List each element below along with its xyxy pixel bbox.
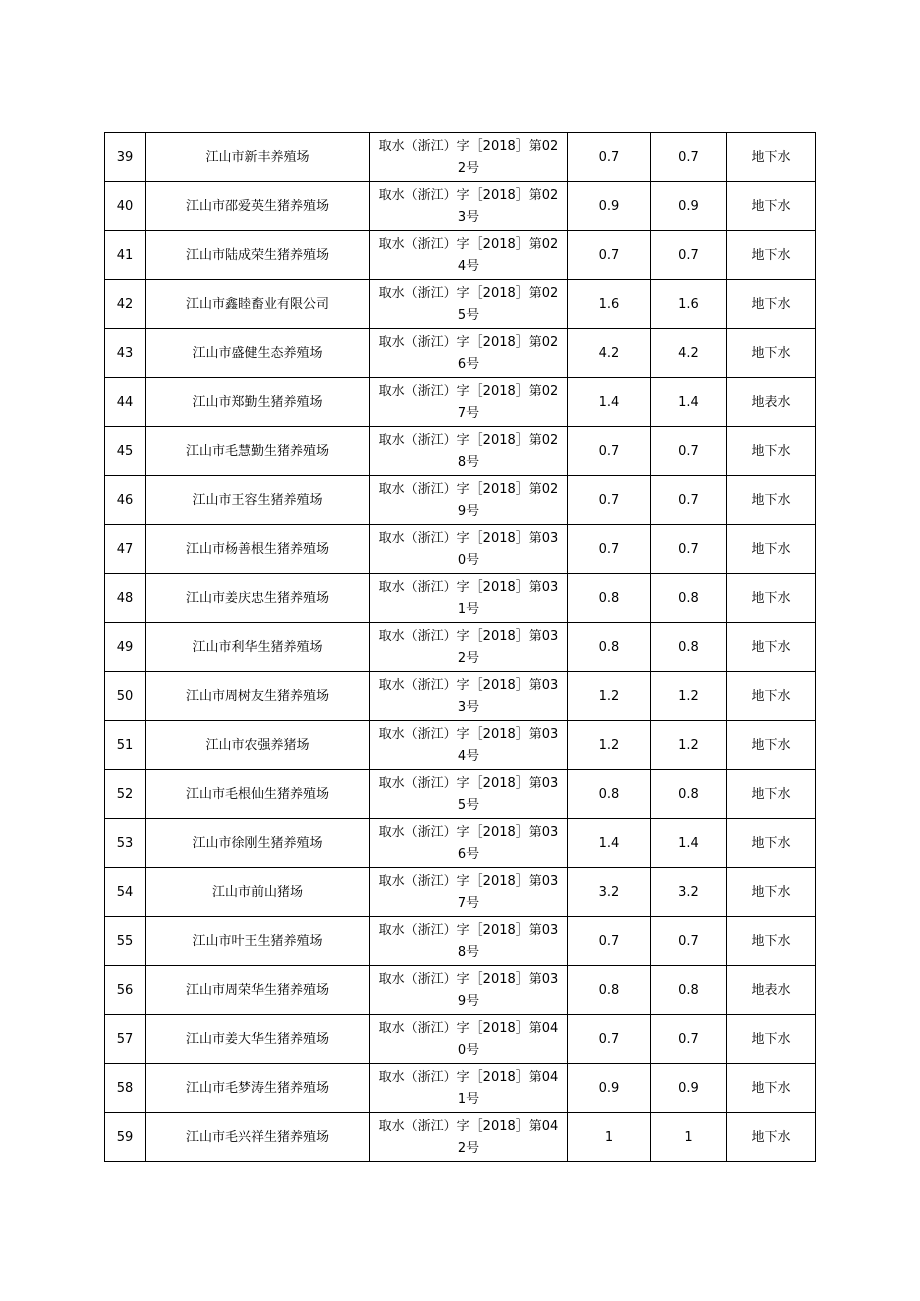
water-source: 地下水 (727, 868, 816, 917)
value-b: 0.8 (651, 574, 727, 623)
value-b: 0.9 (651, 182, 727, 231)
value-a: 1.4 (568, 819, 651, 868)
value-b: 1.4 (651, 378, 727, 427)
value-b: 1.4 (651, 819, 727, 868)
permit-number-cell (370, 868, 568, 917)
permit-number: 取水（浙江）字［2018］第025号 (378, 286, 559, 323)
row-number: 51 (105, 721, 146, 770)
permit-number: 取水（浙江）字［2018］第032号 (378, 629, 559, 666)
permit-number-cell (370, 966, 568, 1015)
permit-number-cell (370, 329, 568, 378)
value-b: 0.7 (651, 427, 727, 476)
permit-number-cell (370, 525, 568, 574)
table-row (105, 427, 816, 476)
water-source: 地下水 (727, 133, 816, 182)
permit-number: 取水（浙江）字［2018］第023号 (378, 188, 559, 225)
permit-number-cell (370, 721, 568, 770)
permit-number-cell (370, 672, 568, 721)
permit-number: 取水（浙江）字［2018］第028号 (378, 433, 559, 470)
table-row (105, 476, 816, 525)
value-b: 0.7 (651, 476, 727, 525)
value-b: 0.7 (651, 525, 727, 574)
permit-number-cell (370, 476, 568, 525)
value-a: 1.6 (568, 280, 651, 329)
value-a: 1.4 (568, 378, 651, 427)
permit-number: 取水（浙江）字［2018］第039号 (378, 972, 559, 1009)
row-number: 46 (105, 476, 146, 525)
row-number: 58 (105, 1064, 146, 1113)
water-source: 地下水 (727, 231, 816, 280)
row-number: 43 (105, 329, 146, 378)
permit-number-cell (370, 133, 568, 182)
value-a: 0.7 (568, 476, 651, 525)
permit-number-cell (370, 574, 568, 623)
value-b: 0.8 (651, 623, 727, 672)
water-source: 地下水 (727, 476, 816, 525)
table-row (105, 1015, 816, 1064)
row-number: 45 (105, 427, 146, 476)
row-number: 50 (105, 672, 146, 721)
water-source: 地下水 (727, 819, 816, 868)
permit-number-cell (370, 770, 568, 819)
permit-number-cell (370, 1113, 568, 1162)
permit-number: 取水（浙江）字［2018］第026号 (378, 335, 559, 372)
water-source: 地下水 (727, 1015, 816, 1064)
table-row (105, 623, 816, 672)
row-number: 41 (105, 231, 146, 280)
permit-number: 取水（浙江）字［2018］第031号 (378, 580, 559, 617)
value-a: 1.2 (568, 672, 651, 721)
farm-name: 江山市毛梦涛生猪养殖场 (146, 1064, 370, 1113)
water-permit-table (104, 132, 816, 1162)
row-number: 52 (105, 770, 146, 819)
value-a: 0.7 (568, 133, 651, 182)
permit-number-cell (370, 182, 568, 231)
value-b: 1.2 (651, 721, 727, 770)
farm-name: 江山市徐刚生猪养殖场 (146, 819, 370, 868)
farm-name: 江山市毛根仙生猪养殖场 (146, 770, 370, 819)
value-a: 0.7 (568, 525, 651, 574)
permit-number-cell (370, 1015, 568, 1064)
row-number: 57 (105, 1015, 146, 1064)
farm-name: 江山市叶王生猪养殖场 (146, 917, 370, 966)
permit-number: 取水（浙江）字［2018］第042号 (378, 1119, 559, 1156)
farm-name: 江山市周树友生猪养殖场 (146, 672, 370, 721)
permit-number-cell (370, 280, 568, 329)
water-source: 地下水 (727, 623, 816, 672)
farm-name: 江山市新丰养殖场 (146, 133, 370, 182)
value-a: 0.7 (568, 1015, 651, 1064)
permit-number-cell (370, 231, 568, 280)
table-row (105, 133, 816, 182)
water-source: 地下水 (727, 525, 816, 574)
permit-number: 取水（浙江）字［2018］第033号 (378, 678, 559, 715)
value-a: 3.2 (568, 868, 651, 917)
table-row (105, 231, 816, 280)
farm-name: 江山市郑勤生猪养殖场 (146, 378, 370, 427)
row-number: 42 (105, 280, 146, 329)
table-row (105, 721, 816, 770)
table-row (105, 574, 816, 623)
value-b: 1.6 (651, 280, 727, 329)
row-number: 39 (105, 133, 146, 182)
permit-number: 取水（浙江）字［2018］第038号 (378, 923, 559, 960)
farm-name: 江山市杨善根生猪养殖场 (146, 525, 370, 574)
row-number: 55 (105, 917, 146, 966)
water-source: 地下水 (727, 574, 816, 623)
value-a: 1.2 (568, 721, 651, 770)
row-number: 47 (105, 525, 146, 574)
farm-name: 江山市利华生猪养殖场 (146, 623, 370, 672)
permit-number-cell (370, 917, 568, 966)
value-a: 0.7 (568, 917, 651, 966)
permit-number-cell (370, 427, 568, 476)
value-b: 4.2 (651, 329, 727, 378)
table-row (105, 378, 816, 427)
table-row (105, 182, 816, 231)
table-row (105, 770, 816, 819)
permit-number: 取水（浙江）字［2018］第035号 (378, 776, 559, 813)
row-number: 48 (105, 574, 146, 623)
water-source: 地下水 (727, 917, 816, 966)
table-row (105, 966, 816, 1015)
farm-name: 江山市盛健生态养殖场 (146, 329, 370, 378)
permit-number: 取水（浙江）字［2018］第030号 (378, 531, 559, 568)
permit-number: 取水（浙江）字［2018］第024号 (378, 237, 559, 274)
value-a: 4.2 (568, 329, 651, 378)
table-row (105, 280, 816, 329)
table-row (105, 1113, 816, 1162)
farm-name: 江山市毛慧勤生猪养殖场 (146, 427, 370, 476)
value-a: 0.8 (568, 574, 651, 623)
table-row (105, 819, 816, 868)
farm-name: 江山市姜大华生猪养殖场 (146, 1015, 370, 1064)
farm-name: 江山市周荣华生猪养殖场 (146, 966, 370, 1015)
table-row (105, 868, 816, 917)
water-source: 地下水 (727, 721, 816, 770)
table-row (105, 1064, 816, 1113)
farm-name: 江山市鑫睦畜业有限公司 (146, 280, 370, 329)
row-number: 54 (105, 868, 146, 917)
value-a: 0.8 (568, 623, 651, 672)
row-number: 53 (105, 819, 146, 868)
permit-number-cell (370, 819, 568, 868)
water-source: 地下水 (727, 770, 816, 819)
value-b: 0.7 (651, 231, 727, 280)
value-b: 0.8 (651, 770, 727, 819)
value-a: 0.8 (568, 966, 651, 1015)
water-source: 地下水 (727, 182, 816, 231)
value-a: 0.9 (568, 182, 651, 231)
permit-number: 取水（浙江）字［2018］第034号 (378, 727, 559, 764)
permit-number: 取水（浙江）字［2018］第040号 (378, 1021, 559, 1058)
value-b: 0.7 (651, 133, 727, 182)
value-a: 1 (568, 1113, 651, 1162)
permit-number: 取水（浙江）字［2018］第022号 (378, 139, 559, 176)
table-row (105, 525, 816, 574)
table-body (105, 133, 816, 1162)
farm-name: 江山市前山猪场 (146, 868, 370, 917)
value-a: 0.9 (568, 1064, 651, 1113)
value-a: 0.7 (568, 427, 651, 476)
value-b: 0.7 (651, 1015, 727, 1064)
water-source: 地下水 (727, 1064, 816, 1113)
row-number: 56 (105, 966, 146, 1015)
water-source: 地下水 (727, 329, 816, 378)
permit-number-cell (370, 378, 568, 427)
farm-name: 江山市王容生猪养殖场 (146, 476, 370, 525)
permit-number: 取水（浙江）字［2018］第037号 (378, 874, 559, 911)
permit-number-cell (370, 623, 568, 672)
permit-number: 取水（浙江）字［2018］第029号 (378, 482, 559, 519)
value-b: 0.9 (651, 1064, 727, 1113)
row-number: 49 (105, 623, 146, 672)
row-number: 40 (105, 182, 146, 231)
value-b: 1 (651, 1113, 727, 1162)
water-source: 地下水 (727, 1113, 816, 1162)
row-number: 59 (105, 1113, 146, 1162)
water-source: 地表水 (727, 378, 816, 427)
value-b: 0.8 (651, 966, 727, 1015)
table-row (105, 329, 816, 378)
farm-name: 江山市陆成荣生猪养殖场 (146, 231, 370, 280)
farm-name: 江山市姜庆忠生猪养殖场 (146, 574, 370, 623)
table-row (105, 917, 816, 966)
value-b: 1.2 (651, 672, 727, 721)
value-b: 0.7 (651, 917, 727, 966)
value-b: 3.2 (651, 868, 727, 917)
value-a: 0.8 (568, 770, 651, 819)
permit-number: 取水（浙江）字［2018］第041号 (378, 1070, 559, 1107)
farm-name: 江山市农强养猪场 (146, 721, 370, 770)
farm-name: 江山市毛兴祥生猪养殖场 (146, 1113, 370, 1162)
permit-number-cell (370, 1064, 568, 1113)
water-source: 地下水 (727, 427, 816, 476)
water-source: 地表水 (727, 966, 816, 1015)
row-number: 44 (105, 378, 146, 427)
value-a: 0.7 (568, 231, 651, 280)
permit-number: 取水（浙江）字［2018］第036号 (378, 825, 559, 862)
water-source: 地下水 (727, 280, 816, 329)
water-source: 地下水 (727, 672, 816, 721)
farm-name: 江山市邵爱英生猪养殖场 (146, 182, 370, 231)
permit-number: 取水（浙江）字［2018］第027号 (378, 384, 559, 421)
table-row (105, 672, 816, 721)
